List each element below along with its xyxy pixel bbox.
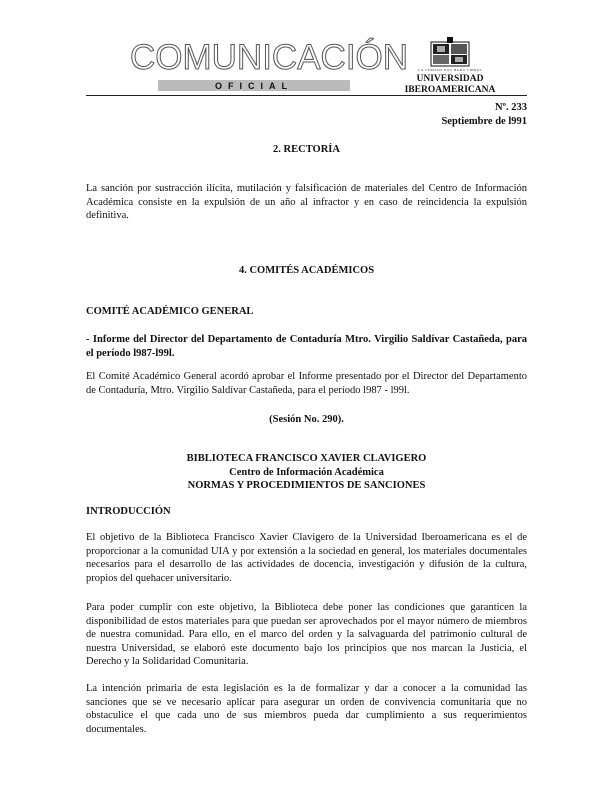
introduccion-heading: INTRODUCCIÓN: [86, 506, 171, 517]
informe-heading: - Informe del Director del Departamento de Contaduría Mtro. Virgilio Saldívar Castañeda, para el período l987-l99l.: [86, 334, 527, 359]
logo-subtitle-band: [158, 80, 350, 91]
intro-paragraph-1: El objetivo de la Biblioteca Francisco Xavier Clavigero de la Universidad Iberoamericana es el de proporcionar a la comunidad UIA y por extensión a la sociedad en general, los materiales documentales necesarios para el desarrollo de las actividades de docencia, investigación y difusión de la cultura, propios del quehacer universitario.: [86, 532, 527, 584]
document-number: Nº. 233: [494, 102, 527, 113]
logo-subtitle: OFICIAL: [215, 80, 293, 91]
logo-title: COMUNICACIÓN: [130, 38, 409, 77]
biblioteca-line3: NORMAS Y PROCEDIMIENTOS DE SANCIONES: [187, 480, 426, 492]
document-meta: [441, 101, 527, 129]
university-crest-icon: [429, 36, 471, 68]
university-logo: [400, 36, 500, 96]
biblioteca-line1: BIBLIOTECA FRANCISCO XAVIER CLAVIGERO: [186, 453, 427, 464]
comunicacion-oficial-logo: [122, 38, 409, 98]
comite-general-heading: COMITÉ ACADÉMICO GENERAL: [86, 306, 254, 317]
header-divider: [86, 95, 527, 96]
university-name-line2: IBEROAMERICANA: [404, 85, 496, 95]
university-motto: LA VERDAD NOS HARÁ LIBRES: [418, 68, 482, 72]
document-date: Septiembre de l991: [441, 116, 527, 127]
intro-paragraph-3: La intención primaria de esta legislación es la de formalizar y dar a conocer a la comunidad las sanciones que se ve necesario aplicar para asegurar un orden de convivencia comunitaria que no obstaculice el que cada uno de sus miembros pueda dar cumplimiento a sus requerimientos documentales.: [86, 683, 527, 735]
university-name-line1: UNIVERSIDAD: [416, 74, 484, 84]
comites-heading: 4. COMITÉS ACADÉMICOS: [238, 265, 375, 276]
biblioteca-line2: Centro de Información Académica: [229, 466, 384, 478]
intro-paragraph-2: Para poder cumplir con este objetivo, la Biblioteca debe poner las condiciones que garanticen la disponibilidad de estos materiales para que puedan ser aprovechados por el mayor número de miembros de nuestra comunidad. Para ello, en el marco del orden y la salvaguarda del patrimonio cultural de nuestra Universidad, se elaboró este documento bajo los principios que nos marcan la Justicia, el Derecho y la Solidaridad Comunitaria.: [86, 602, 527, 668]
rectoria-paragraph: La sanción por sustracción ilícita, mutilación y falsificación de materiales del Centro de Información Académica consiste en la expulsión de un año al infractor y en caso de reincidencia la expulsión definitiva.: [86, 183, 527, 222]
sesion-note: (Sesión No. 290).: [269, 414, 344, 425]
rectoria-heading: 2. RECTORÍA: [273, 144, 340, 155]
biblioteca-title: [86, 452, 527, 493]
informe-paragraph: El Comité Académico General acordó aprobar el Informe presentado por el Director del Departamento de Contaduría, Mtro. Virgilio Saldívar Castañeda, para el período l987 - l99l.: [86, 371, 527, 396]
